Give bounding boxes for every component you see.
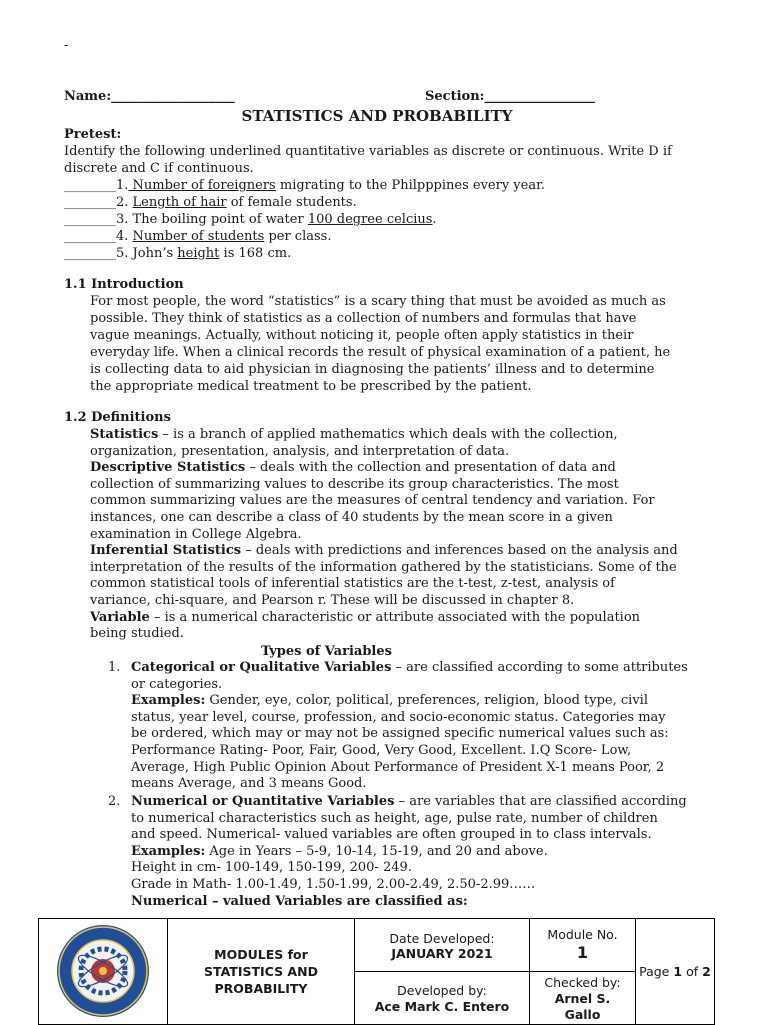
page-cell — [636, 919, 715, 1025]
definition-text: – are classified according to some attributes — [391, 660, 688, 675]
term-statistics: Statistics — [90, 427, 159, 442]
answer-blank: ________ — [64, 212, 116, 227]
page-total: 2 — [702, 964, 711, 979]
pretest-item — [64, 194, 545, 211]
pretest-items — [64, 177, 545, 262]
intro-line: the appropriate medical treatment to be prescribed by the patient. — [90, 379, 532, 394]
module-number-cell — [530, 919, 636, 972]
instructions-line: Identify the following underlined quantitative variables as discrete or continuous. Write D if — [64, 144, 672, 159]
pretest-item — [64, 228, 545, 245]
def-statistics — [90, 427, 678, 444]
term-numerical: Numerical or Quantitative Variables — [131, 794, 395, 809]
definitions-heading: 1.2 Definitions — [64, 410, 171, 425]
section-blank: _________________ — [484, 89, 595, 104]
module-info-table — [38, 918, 715, 1025]
pretest-instructions — [64, 143, 672, 177]
example-text: Height in cm- 100-149, 150-199, 200- 249. — [131, 860, 412, 876]
definition-text: variance, chi-square, and Pearson r. These will be discussed in chapter 8. — [90, 592, 575, 608]
pretest-heading: Pretest: — [64, 127, 122, 142]
def-inferential — [90, 543, 678, 560]
categorical-def — [131, 660, 688, 677]
item-text: per class. — [264, 229, 332, 244]
example-text: Average, High Public Opinion About Performance of President X-1 means Poor, 2 — [131, 759, 665, 775]
module-number-value: 1 — [576, 943, 589, 962]
types-number-1: 1. — [108, 660, 121, 675]
term-descriptive-statistics: Descriptive Statistics — [90, 460, 246, 476]
pretest-item — [64, 245, 545, 262]
date-developed-label: Date Developed: — [389, 931, 495, 946]
pretest-item — [64, 177, 545, 194]
item-number: 5. John’s — [116, 246, 178, 261]
page-current: 1 — [673, 964, 683, 979]
checked-by-cell — [530, 972, 636, 1025]
definition-text: organization, presentation, analysis, and interpretation of data. — [90, 443, 510, 459]
numerical-def — [131, 794, 687, 811]
example-text: Gender, eye, color, political, preferences, religion, blood type, civil — [205, 693, 648, 709]
answer-blank: ________ — [64, 195, 116, 210]
underlined-variable: Length of hair — [132, 195, 227, 210]
definition-text: or categories. — [131, 676, 223, 692]
instructions-line: discrete and C if continuous. — [64, 161, 254, 176]
modules-line-2: STATISTICS AND — [204, 964, 318, 979]
definition-text: – deals with predictions and inferences based on the analysis and — [241, 543, 678, 559]
intro-line: everyday life. When a clinical records the result of physical examination of a patient, he — [90, 345, 671, 360]
name-label: Name: — [64, 89, 112, 104]
item-text: of female students. — [226, 195, 357, 210]
developed-by-value: Ace Mark C. Entero — [374, 999, 510, 1014]
answer-blank: ________ — [64, 178, 116, 193]
definition-text: instances, one can describe a class of 40 students by the mean score in a given — [90, 509, 613, 525]
section-field — [425, 89, 595, 104]
item-text: migrating to the Philpppines every year. — [275, 178, 546, 193]
example-text: Performance Rating- Poor, Fair, Good, Very Good, Excellent. I.Q Score- Low, — [131, 742, 632, 758]
checked-by-line-1: Arnel S. — [554, 991, 611, 1006]
module-number-label: Module No. — [547, 927, 618, 942]
examples-label: Examples: — [131, 843, 206, 859]
item-text: is 168 cm. — [219, 246, 292, 261]
modules-title: MODULES for — [214, 947, 308, 962]
example-text: Age in Years – 5-9, 10-14, 15-19, and 20 and above. — [205, 843, 548, 859]
definition-text: common summarizing values are the measures of central tendency and variation. For — [90, 493, 655, 509]
example-text: be ordered, which may or may not be assigned specific numerical values such as: — [131, 726, 669, 742]
answer-blank: ________ — [64, 229, 116, 244]
examples-label: Examples: — [131, 693, 206, 709]
developed-by-cell — [355, 972, 530, 1025]
intro-paragraph — [90, 293, 670, 395]
types-heading: Types of Variables — [261, 644, 392, 659]
intro-line: possible. They think of statistics as a collection of numbers and formulas that have — [90, 311, 637, 326]
categorical-examples — [131, 693, 688, 710]
definitions-block — [90, 427, 678, 643]
checked-by-line-2: Gallo — [564, 1007, 601, 1022]
example-text: Grade in Math- 1.00-1.49, 1.50-1.99, 2.00-2.49, 2.50-2.99…… — [131, 876, 536, 892]
numerical-classified-heading: Numerical – valued Variables are classified as: — [131, 893, 468, 909]
underlined-variable: Number of foreigners — [128, 178, 276, 193]
definition-text: being studied. — [90, 626, 184, 642]
types-number-2: 2. — [108, 794, 121, 809]
categorical-block — [131, 660, 688, 793]
page-prefix: Page — [639, 964, 674, 979]
modules-cell — [168, 919, 355, 1025]
name-field — [64, 89, 235, 104]
item-number: 3. The boiling point of water — [116, 212, 308, 227]
name-blank: ___________________ — [111, 89, 235, 104]
definition-text: – is a numerical characteristic or attribute associated with the population — [149, 609, 641, 625]
modules-line-3: PROBABILITY — [214, 981, 308, 996]
numerical-examples — [131, 844, 687, 861]
intro-heading: 1.1 Introduction — [64, 277, 184, 292]
definition-text: and speed. Numerical- valued variables are often grouped in to class intervals. — [131, 827, 652, 843]
definition-text: – deals with the collection and presentation of data and — [245, 460, 616, 476]
intro-line: For most people, the word “statistics” is a scary thing that must be avoided as much as — [90, 294, 666, 309]
definition-text: interpretation of the results of the information gathered by the statisticians. Some of the — [90, 559, 677, 575]
def-descriptive — [90, 460, 678, 477]
intro-line: is collecting data to aid physician in diagnosing the patients’ illness and to determine — [90, 362, 655, 377]
item-text: . — [432, 212, 437, 227]
underlined-variable: 100 degree celcius — [307, 212, 433, 227]
example-text: means Average, and 3 means Good. — [131, 776, 367, 792]
date-developed-value: JANUARY 2021 — [391, 946, 493, 961]
answer-blank: ________ — [64, 246, 116, 261]
underlined-variable: Number of students — [132, 229, 265, 244]
document-title: STATISTICS AND PROBABILITY — [241, 107, 513, 125]
definition-text: examination in College Algebra. — [90, 526, 302, 542]
def-variable — [90, 610, 678, 627]
logo-cell — [39, 919, 168, 1025]
school-seal-icon — [49, 921, 157, 1021]
term-inferential-statistics: Inferential Statistics — [90, 543, 242, 559]
definition-text: – is a branch of applied mathematics which deals with the collection, — [158, 427, 618, 442]
underlined-variable: height — [177, 246, 220, 261]
pretest-item — [64, 211, 545, 228]
modules-line-1 — [168, 946, 354, 963]
definition-text: collection of summarizing values to describe its group characteristics. The most — [90, 476, 619, 492]
definition-text: – are variables that are classified according — [394, 794, 687, 809]
numerical-block — [131, 794, 687, 910]
intro-line: vague meanings. Actually, without noticing it, people often apply statistics in their — [90, 328, 634, 343]
definition-text: to numerical characteristics such as height, age, pulse rate, number of children — [131, 810, 658, 826]
checked-by-label: Checked by: — [544, 975, 621, 990]
top-mark: - — [64, 38, 69, 53]
definition-text: common statistical tools of inferential statistics are the t-test, z-test, analysis of — [90, 576, 615, 592]
term-variable: Variable — [90, 609, 150, 625]
term-categorical: Categorical or Qualitative Variables — [131, 660, 392, 675]
example-text: status, year level, course, profession, and socio-economic status. Categories may — [131, 709, 666, 725]
developed-by-label: Developed by: — [397, 983, 487, 998]
item-number: 1. — [116, 178, 129, 193]
page-of: of — [682, 964, 703, 979]
section-label: Section: — [425, 89, 485, 104]
page-indicator — [636, 963, 714, 980]
item-number: 4. — [116, 229, 133, 244]
date-developed-cell — [355, 919, 530, 972]
item-number: 2. — [116, 195, 133, 210]
